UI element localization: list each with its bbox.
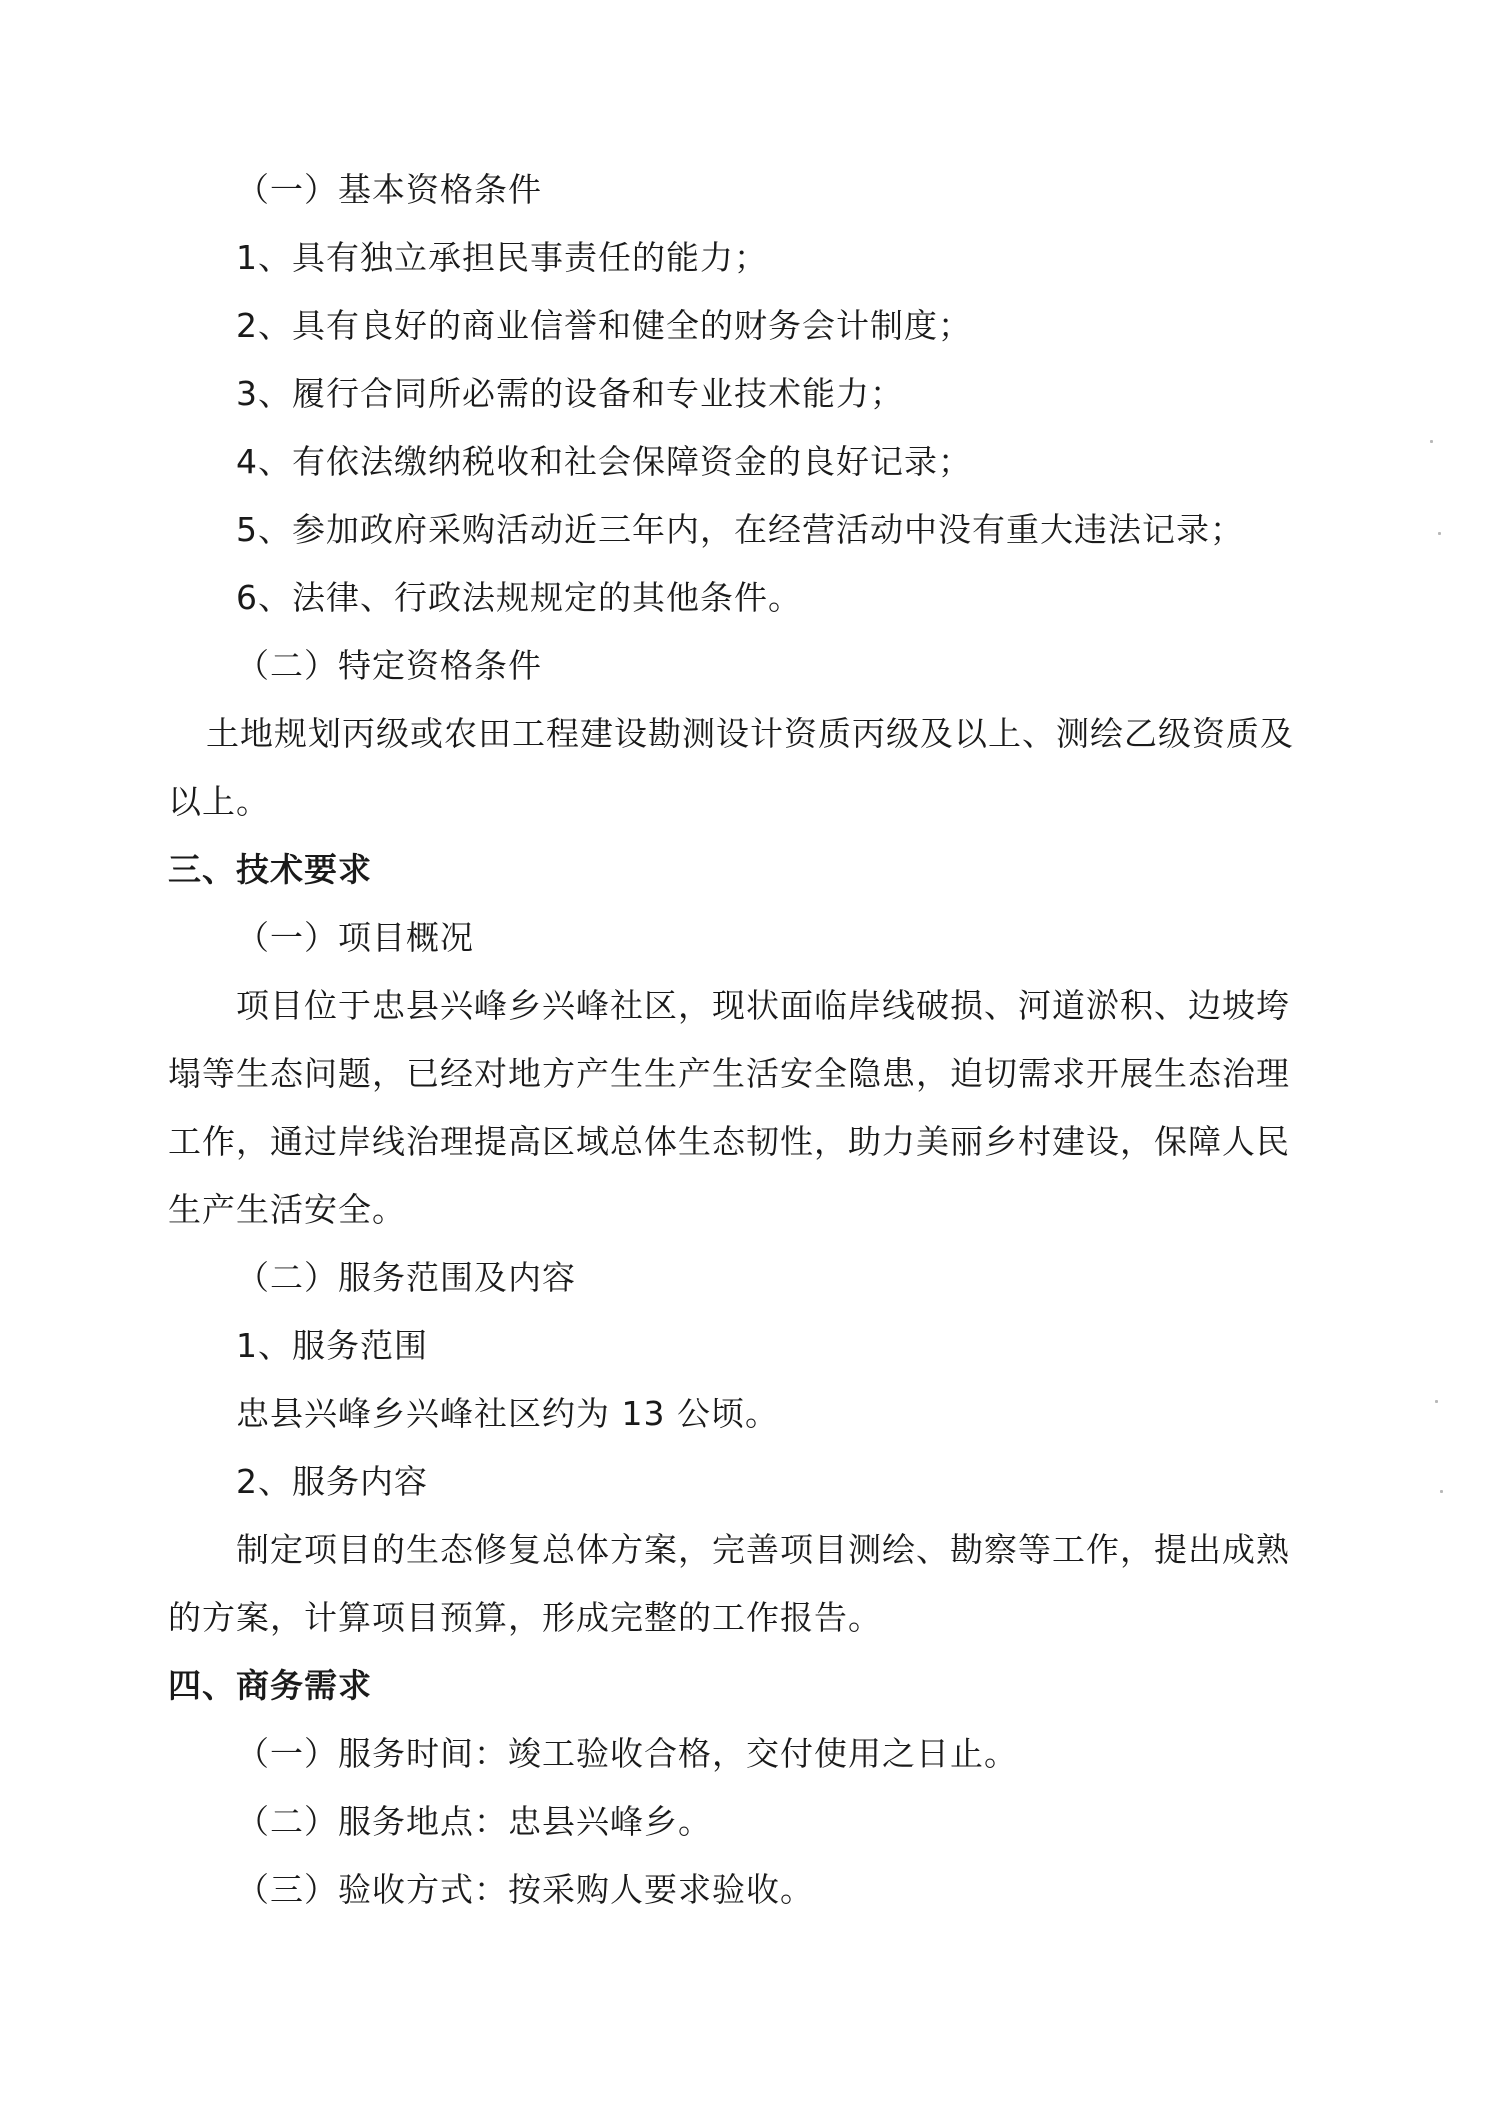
scope-subtitle-1: 1、服务范围 (236, 1326, 428, 1365)
special-qualification-title: （二）特定资格条件 (236, 646, 542, 685)
overview-line-3: 工作，通过岸线治理提高区域总体生态韧性，助力美丽乡村建设，保障人民 (168, 1122, 1290, 1161)
business-heading: 四、商务需求 (168, 1666, 372, 1705)
overview-title: （一）项目概况 (236, 918, 474, 957)
overview-line-4: 生产生活安全。 (168, 1190, 406, 1229)
basic-item-3: 3、履行合同所必需的设备和专业技术能力； (236, 374, 904, 413)
scope-subtitle-2: 2、服务内容 (236, 1462, 428, 1501)
special-qualification-line-1: 土地规划丙级或农田工程建设勘测设计资质丙级及以上、测绘乙级资质及 (206, 714, 1294, 753)
overview-line-1: 项目位于忠县兴峰乡兴峰社区，现状面临岸线破损、河道淤积、边坡垮 (236, 986, 1290, 1025)
technical-heading: 三、技术要求 (168, 850, 372, 889)
business-item-2: （二）服务地点：忠县兴峰乡。 (236, 1802, 712, 1841)
basic-qualification-title: （一）基本资格条件 (236, 170, 542, 209)
basic-item-5: 5、参加政府采购活动近三年内，在经营活动中没有重大违法记录； (236, 510, 1244, 549)
overview-line-2: 塌等生态问题，已经对地方产生生产生活安全隐患，迫切需求开展生态治理 (168, 1054, 1290, 1093)
scope-text-2-line-2: 的方案，计算项目预算，形成完整的工作报告。 (168, 1598, 882, 1637)
scan-speck (1438, 532, 1441, 535)
special-qualification-line-2: 以上。 (168, 782, 270, 821)
scan-speck (1430, 440, 1433, 443)
basic-item-2: 2、具有良好的商业信誉和健全的财务会计制度； (236, 306, 972, 345)
basic-item-1: 1、具有独立承担民事责任的能力； (236, 238, 768, 277)
business-item-3: （三）验收方式：按采购人要求验收。 (236, 1870, 814, 1909)
business-item-1: （一）服务时间：竣工验收合格，交付使用之日止。 (236, 1734, 1018, 1773)
scope-title: （二）服务范围及内容 (236, 1258, 576, 1297)
scope-text-2-line-1: 制定项目的生态修复总体方案，完善项目测绘、勘察等工作，提出成熟 (236, 1530, 1290, 1569)
scope-text-1: 忠县兴峰乡兴峰社区约为 13 公顷。 (236, 1394, 779, 1433)
basic-item-4: 4、有依法缴纳税收和社会保障资金的良好记录； (236, 442, 972, 481)
scan-speck (1440, 1490, 1443, 1493)
scan-speck (1435, 1400, 1438, 1403)
basic-item-6: 6、法律、行政法规规定的其他条件。 (236, 578, 802, 617)
